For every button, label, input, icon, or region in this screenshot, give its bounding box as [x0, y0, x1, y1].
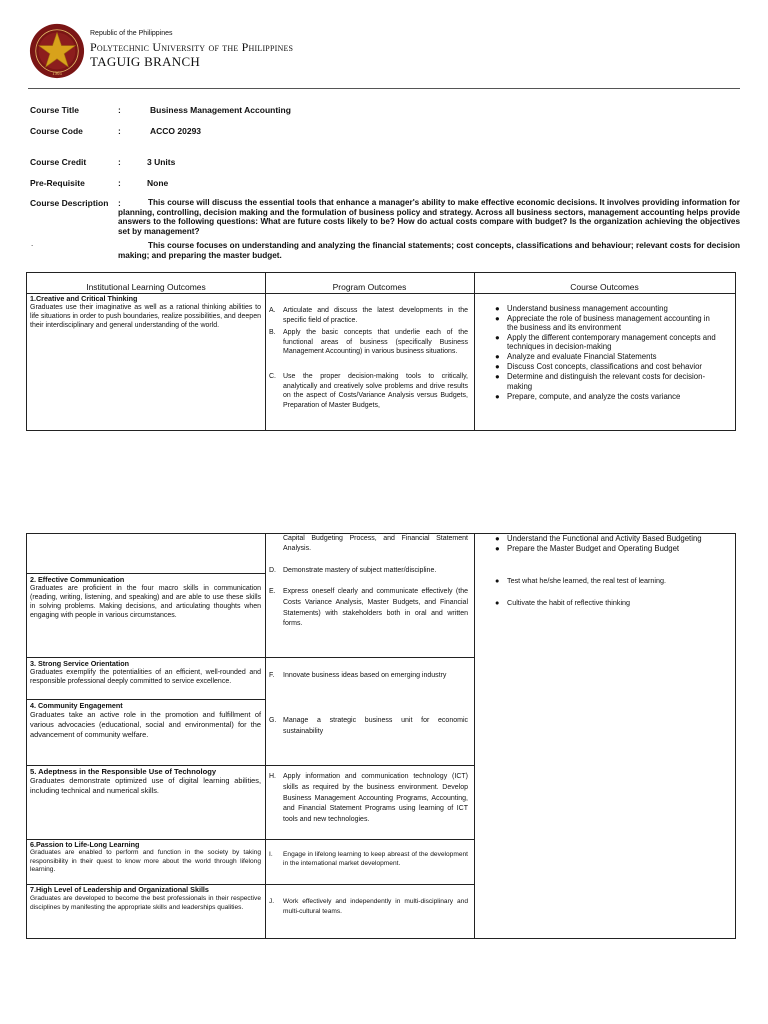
row-divider [27, 657, 474, 658]
course-outcome-item [489, 372, 719, 390]
course-credit-label: Course Credit [30, 157, 87, 167]
course-outcome-text: Understand business management accounting [507, 304, 668, 313]
course-outcome-text: Determine and distinguish the relevant costs for decision-making [507, 372, 706, 391]
po-text: Apply information and communication technology (ICT) skills as required by the business environment. Develop Business Management Accounting Programs, Accounting, and Financial Statement Programs using learning of ICT tools and new technologies. [283, 773, 468, 824]
prerequisite-label: Pre-Requisite [30, 178, 85, 188]
po-letter: I. [269, 851, 273, 858]
ilo-text: Graduates are proficient in the four macro skills in communication (reading, writing, listening, and speaking) and are able to use these skills in solving problems. Making decisions, and articulating thoughts when engaging with people in various circumstances. [30, 585, 261, 619]
po-text: Demonstrate mastery of subject matter/discipline. [283, 567, 437, 574]
ilo-item [30, 295, 261, 330]
branch-name: TAGUIG BRANCH [90, 54, 201, 69]
course-outcome-item [489, 352, 719, 361]
po-text: Manage a strategic business unit for economic sustainability [283, 717, 468, 735]
ilo-title: 4. Community Engagement [30, 701, 123, 710]
ilo-title: 5. Adeptness in the Responsible Use of Technology [30, 767, 217, 776]
course-outcome-item [489, 392, 719, 401]
course-description-paragraph-1: This course will discuss the essential tools that enhance a manager's ability to make effective economic decisions. It involves providing information for planning, controlling, decision making and the formulation of business policy and strategy. Across all business sectors, management accounting helps provide answers to the following questions: What are future costs likely to be? How do actual costs compare with budget? Is the organization achieving the objectives set by management? [118, 198, 740, 236]
seal-year: 1904 [52, 72, 62, 78]
outcomes-table-part-1 [26, 272, 736, 431]
po-letter: G. [269, 717, 277, 724]
po-text: Engage in lifelong learning to keep abreast of the development in the international market development. [283, 851, 468, 867]
colon: : [118, 126, 121, 136]
course-outcome-text: Appreciate the role of business management accounting in the business and its environment [507, 314, 710, 333]
university-seal-logo [28, 22, 86, 80]
course-credit-value: 3 Units [147, 157, 176, 167]
course-outcome-item [489, 598, 729, 607]
ilo-text: Graduates demonstrate optimized use of digital learning abilities, including technical and numerical skills. [30, 776, 261, 795]
republic-label: Republic of the Philippines [90, 30, 173, 37]
ilo-title: 3. Strong Service Orientation [30, 659, 130, 668]
row-divider [27, 573, 265, 574]
program-outcome-i [269, 850, 468, 868]
program-outcome-c-continued [269, 534, 468, 553]
ilo-text: Graduates exemplify the potentialities of an efficient, well-rounded and responsible professional deeply committed to service excellence. [30, 669, 261, 685]
program-outcome-c [269, 372, 468, 410]
po-letter: E. [269, 588, 276, 595]
course-outcome-text: Test what he/she learned, the real test of learning. [507, 576, 667, 585]
course-outcome-text: Analyze and evaluate Financial Statements [507, 352, 657, 362]
ilo-item [30, 576, 261, 620]
bullet-icon: ● [495, 304, 500, 313]
po-letter: D. [269, 567, 276, 574]
ilo-item [30, 660, 261, 686]
bullet-icon: ● [495, 544, 500, 553]
po-letter: C. [269, 373, 276, 380]
course-title-value: Business Management Accounting [150, 105, 291, 115]
bullet-icon: ● [495, 314, 500, 323]
course-outcome-item [489, 333, 719, 351]
column-divider [265, 534, 266, 938]
course-code-value: ACCO 20293 [150, 126, 202, 136]
po-letter: F. [269, 672, 275, 679]
ilo-item [30, 768, 261, 796]
program-outcome-g [269, 716, 468, 738]
course-outcomes-list-continued [489, 534, 719, 554]
prerequisite-value: None [147, 178, 169, 188]
course-outcome-text: Discuss Cost concepts, classifications and cost behavior [507, 362, 703, 372]
course-outcome-item [489, 544, 719, 553]
program-outcome-b [269, 328, 468, 357]
course-description-label: Course Description [30, 198, 109, 208]
header-institutional-learning-outcomes: Institutional Learning Outcomes [86, 282, 206, 292]
program-outcome-d [269, 566, 468, 576]
colon: : [118, 178, 121, 188]
ilo-text: Graduates are developed to become the best professionals in their respective disciplines by manifesting the appropriate skills and leaderships qualities. [30, 895, 261, 912]
bullet-icon: ● [495, 598, 500, 607]
colon: : [118, 198, 121, 208]
university-name: Polytechnic University of the Philippines [90, 40, 294, 54]
header-program-outcomes: Program Outcomes [332, 282, 407, 292]
program-outcome-f [269, 671, 468, 682]
po-letter [269, 534, 283, 553]
course-title-label: Course Title [30, 105, 79, 115]
row-divider [27, 699, 265, 700]
course-outcomes-list [489, 304, 719, 402]
column-divider [474, 273, 475, 430]
bullet-icon: ● [495, 372, 500, 382]
bullet-icon: ● [495, 391, 500, 401]
ilo-title: 6.Passion to Life-Long Learning [30, 840, 140, 849]
po-text: Express oneself clearly and communicate effectively (the Costs Variance Analysis, Master Budgets, and Financial Statements) with stakeholders both in oral and written forms. [283, 588, 468, 628]
column-divider [474, 534, 475, 938]
ilo-item [30, 702, 261, 740]
po-text: Use the proper decision-making tools to critically, analytically and creatively solve problems and drive results on the aspect of Costs/Variance Analysis versus Budgets, Preparation of Master Budgets, [283, 373, 468, 409]
po-text: Innovate business ideas based on emerging industry [283, 672, 447, 679]
row-divider [27, 765, 474, 766]
course-description-paragraph-2: This course focuses on understanding and analyzing the financial statements; cost concepts, classifications and behaviour; relevant costs for decision making; and preparing the master budget. [118, 241, 740, 260]
po-letter: A. [269, 307, 276, 314]
colon: : [118, 157, 121, 167]
header-divider [28, 88, 740, 89]
bullet-icon: ● [495, 352, 500, 362]
ilo-text: Graduates use their imaginative as well as a rational thinking abilities to life situations in order to push boundaries, realize possibilities, and deepen their interdisciplinary and general understanding of the world. [30, 304, 261, 329]
ilo-item [30, 841, 261, 875]
program-outcome-e [269, 587, 468, 630]
po-letter: B. [269, 329, 276, 336]
colon: : [118, 105, 121, 115]
course-outcome-text: Prepare, compute, and analyze the costs variance [507, 391, 681, 401]
course-outcomes-list-continued [489, 576, 729, 586]
stray-mark: . [31, 239, 34, 248]
program-outcome-a [269, 306, 468, 325]
po-letter: J. [269, 898, 275, 905]
course-outcome-text: Prepare the Master Budget and Operating Budget [507, 544, 680, 553]
header-course-outcomes: Course Outcomes [570, 282, 639, 292]
course-outcome-item [489, 314, 719, 332]
ilo-text: Graduates are enabled to perform and function in the society by taking responsibility in their quest to know more about the world through lifelong learning. [30, 849, 261, 874]
course-outcome-item [489, 304, 719, 313]
po-text: Apply the basic concepts that underlie each of the functional areas of business (specifically Business Management Accounting) in various business situations. [283, 329, 468, 356]
bullet-icon: ● [495, 362, 500, 372]
course-outcome-item [489, 576, 729, 585]
ilo-title: 2. Effective Communication [30, 575, 125, 584]
course-outcome-item [489, 534, 719, 543]
ilo-title: 7.High Level of Leadership and Organizational Skills [30, 885, 209, 894]
column-divider [265, 273, 266, 430]
course-outcome-text: Understand the Functional and Activity Based Budgeting [507, 534, 702, 543]
po-text: Articulate and discuss the latest developments in the specific field of practice. [283, 307, 468, 324]
course-code-label: Course Code [30, 126, 83, 136]
po-text: Capital Budgeting Process, and Financial Statement Analysis. [283, 535, 468, 552]
course-outcome-item [489, 362, 719, 371]
ilo-title: 1.Creative and Critical Thinking [30, 294, 138, 303]
course-outcomes-list-continued [489, 598, 729, 608]
bullet-icon: ● [495, 333, 500, 343]
course-outcome-text: Apply the different contemporary management concepts and techniques in decision-making [507, 333, 716, 352]
outcomes-table-part-2 [26, 533, 736, 939]
program-outcome-j [269, 897, 468, 917]
ilo-text: Graduates take an active role in the promotion and fulfillment of various advocacies (educational, social and environmental) for the advancement of community welfare. [30, 710, 261, 739]
ilo-item [30, 886, 261, 913]
po-letter: H. [269, 773, 276, 780]
bullet-icon: ● [495, 534, 500, 543]
program-outcome-h [269, 772, 468, 826]
po-text: Work effectively and independently in multi-disciplinary and multi-cultural teams. [283, 898, 468, 915]
course-outcome-text: Cultivate the habit of reflective thinking [507, 598, 631, 607]
bullet-icon: ● [495, 576, 500, 585]
